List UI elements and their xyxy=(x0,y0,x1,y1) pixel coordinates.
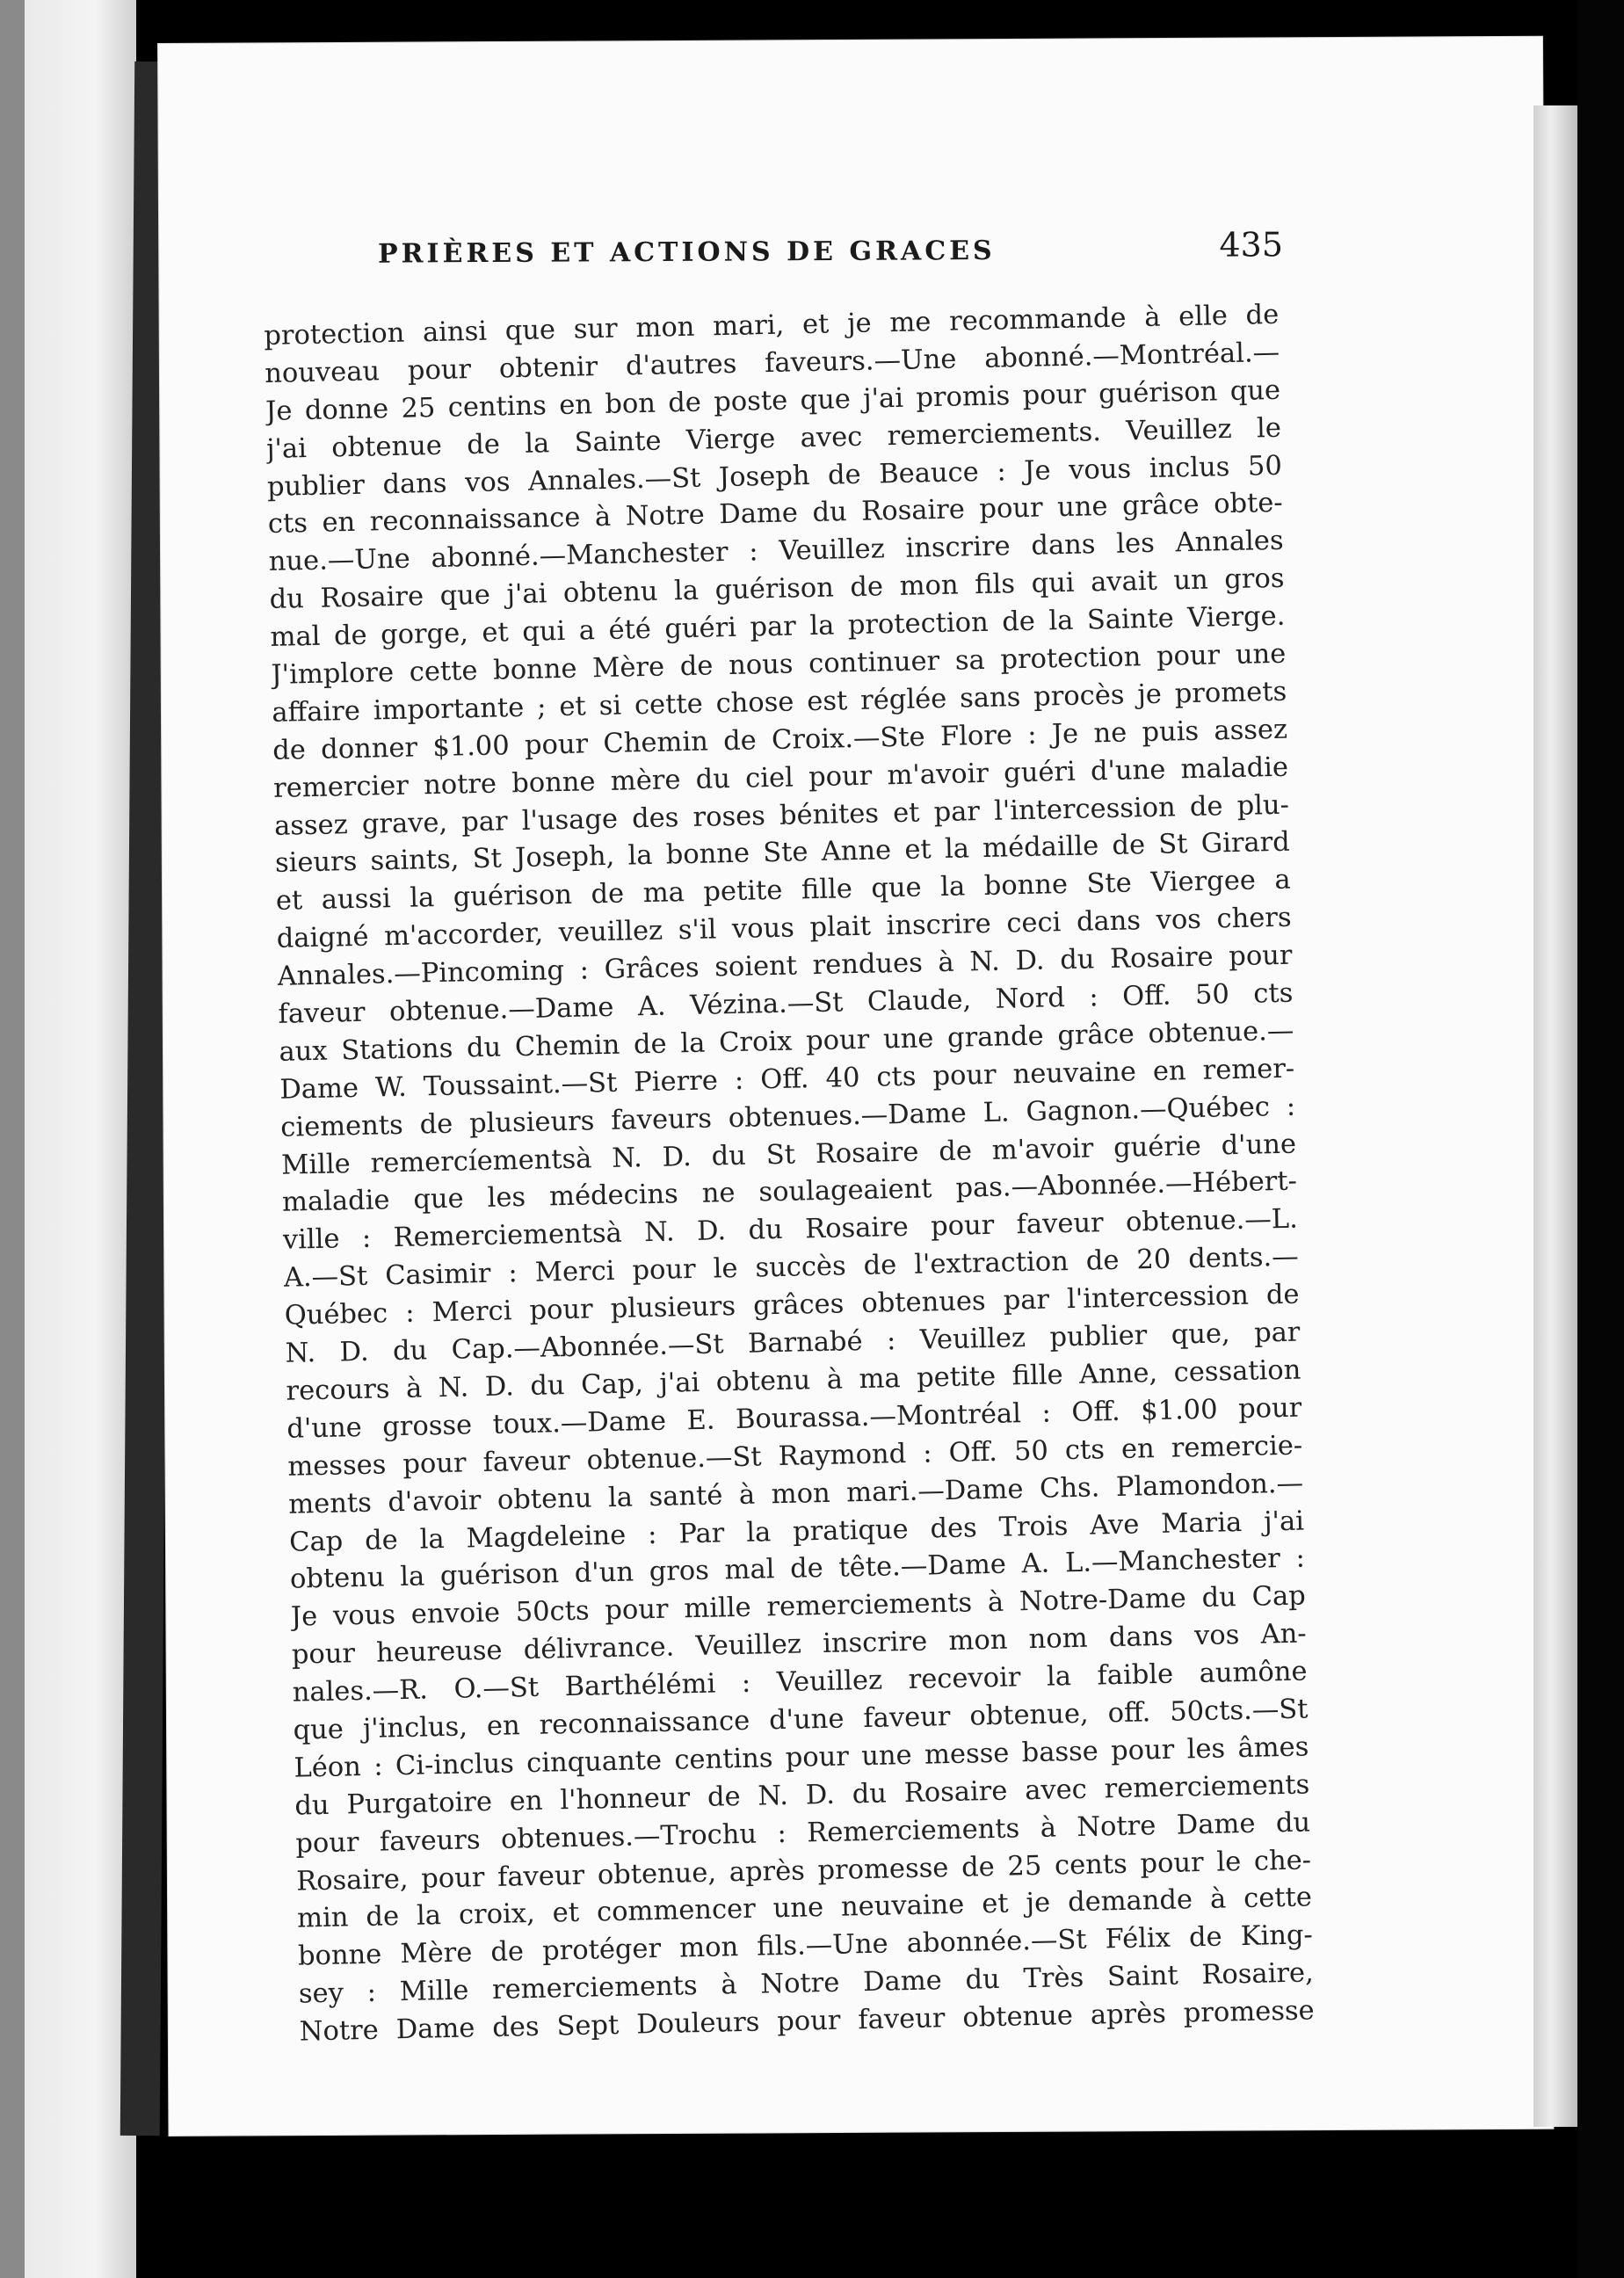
text-line: protection ainsi que sur mon mari, et je me recommande à elle de xyxy=(264,299,1280,352)
text-line: publier dans vos Annales.—St Joseph de Beauce : Je vous inclus 50 xyxy=(266,450,1283,503)
text-line: d'une grosse toux.—Dame E. Bourassa.—Montréal : Off. $1.00 pour xyxy=(286,1392,1302,1445)
text-line: nouveau pour obtenir d'autres faveurs.—Une abonné.—Montréal.— xyxy=(264,337,1280,389)
text-line: Québec : Merci pour plusieurs grâces obtenues par l'intercession de xyxy=(284,1279,1300,1331)
text-line: sey : Mille remerciements à Notre Dame du Très Saint Rosaire, xyxy=(298,1957,1315,2010)
text-line: affaire importante ; et si cette chose est réglée sans procès je promets xyxy=(272,676,1287,729)
text-line: Dame W. Toussaint.—St Pierre : Off. 40 cts pour neuvaine en remer- xyxy=(279,1053,1295,1106)
text-line: ments d'avoir obtenu la santé à mon mari.—Dame Chs. Plamondon.— xyxy=(287,1468,1304,1520)
text-line: sieurs saints, St Joseph, la bonne Ste Anne et la médaille de St Girard xyxy=(274,827,1291,880)
text-line: faveur obtenue.—Dame A. Vézina.—St Claude, Nord : Off. 50 cts xyxy=(278,977,1294,1030)
text-line: Léon : Ci-inclus cinquante centins pour une messe basse pour les âmes xyxy=(294,1731,1309,1784)
text-line: nue.—Une abonné.—Manchester : Veuillez inscrire dans les Annales xyxy=(268,526,1284,578)
body-text xyxy=(264,297,1315,2052)
page-number: 435 xyxy=(1219,225,1284,265)
text-line: que j'inclus, en reconnaissance d'une faveur obtenue, off. 50cts.—St xyxy=(293,1694,1309,1746)
facing-page-shadow xyxy=(0,0,25,2278)
text-line: remercier notre bonne mère du ciel pour m'avoir guéri d'une maladie xyxy=(272,751,1289,804)
running-title: PRIÈRES ET ACTIONS DE GRACES xyxy=(377,236,996,270)
text-line: J'implore cette bonne Mère de nous continuer sa protection pour une xyxy=(271,638,1287,691)
text-line: j'ai obtenue de la Sainte Vierge avec remerciements. Veuillez le xyxy=(265,412,1282,465)
text-line: nales.—R. O.—St Barthélémi : Veuillez recevoir la faible aumône xyxy=(292,1656,1308,1708)
text-line: aux Stations du Chemin de la Croix pour une grande grâce obtenue.— xyxy=(279,1015,1294,1068)
text-line: mal de gorge, et qui a été guéri par la protection de la Sainte Vierge. xyxy=(270,600,1286,654)
text-line: Je donne 25 centins en bon de poste que j'ai promis pour guérison que xyxy=(265,374,1281,427)
text-line: min de la croix, et commencer une neuvaine et je demande à cette xyxy=(296,1882,1313,1935)
text-line: ville : Remerciementsà N. D. du Rosaire pour faveur obtenue.—L. xyxy=(282,1203,1299,1257)
text-line: cts en reconnaissance à Notre Dame du Rosaire pour une grâce obte- xyxy=(267,488,1284,540)
text-line: Annales.—Pincoming : Grâces soient rendues à N. D. du Rosaire pour xyxy=(277,939,1293,992)
text-line: maladie que les médecins ne soulageaient pas.—Abonnée.—Hébert- xyxy=(281,1166,1298,1219)
scan-border xyxy=(1577,0,1624,2278)
text-line: du Purgatoire en l'honneur de N. D. du Rosaire avec remerciements xyxy=(294,1769,1310,1822)
text-line: obtenu la guérison d'un gros mal de tête.—Dame A. L.—Manchester : xyxy=(289,1542,1306,1596)
text-line: daigné m'accorder, veuillez s'il vous plait inscrire ceci dans vos chers xyxy=(276,902,1292,955)
page-stack-edge xyxy=(1533,105,1577,2127)
text-line: Cap de la Magdeleine : Par la pratique des Trois Ave Maria j'ai xyxy=(288,1505,1305,1558)
text-line: du Rosaire que j'ai obtenu la guérison de mon fils qui avait un gros xyxy=(269,562,1285,616)
text-line: Notre Dame des Sept Douleurs pour faveur obtenue après promesse xyxy=(299,1995,1315,2048)
text-line: et aussi la guérison de ma petite fille que la bonne Ste Viergee a xyxy=(275,865,1292,918)
text-line: assez grave, par l'usage des roses bénites et par l'intercession de plu- xyxy=(273,789,1290,842)
text-line: messes pour faveur obtenue.—St Raymond : Off. 50 cts en remercie- xyxy=(287,1430,1303,1483)
text-line: de donner $1.00 pour Chemin de Croix.—Ste Flore : Je ne puis assez xyxy=(272,714,1288,766)
page-header xyxy=(378,221,1283,279)
text-line: pour faveurs obtenues.—Trochu : Remerciements à Notre Dame du xyxy=(294,1807,1311,1860)
text-line: bonne Mère de protéger mon fils.—Une abonnée.—St Félix de King- xyxy=(297,1919,1314,1972)
text-line: Rosaire, pour faveur obtenue, après promesse de 25 cents pour le che- xyxy=(295,1844,1312,1897)
text-line: recours à N. D. du Cap, j'ai obtenu à ma petite fille Anne, cessation xyxy=(286,1354,1301,1407)
text-line: Mille remercíementsà N. D. du St Rosaire de m'avoir guérie d'une xyxy=(280,1128,1297,1181)
text-line: ciements de plusieurs faveurs obtenues.—Dame L. Gagnon.—Québec : xyxy=(279,1091,1296,1143)
text-line: N. D. du Cap.—Abonnée.—St Barnabé : Veuillez publier que, par xyxy=(285,1317,1301,1369)
text-line: pour heureuse délivrance. Veuillez inscrire mon nom dans vos An- xyxy=(291,1618,1307,1671)
text-line: A.—St Casimir : Merci pour le succès de l'extraction de 20 dents.— xyxy=(283,1241,1299,1295)
text-line: Je vous envoie 50cts pour mille remerciements à Notre-Dame du Cap xyxy=(290,1580,1307,1633)
